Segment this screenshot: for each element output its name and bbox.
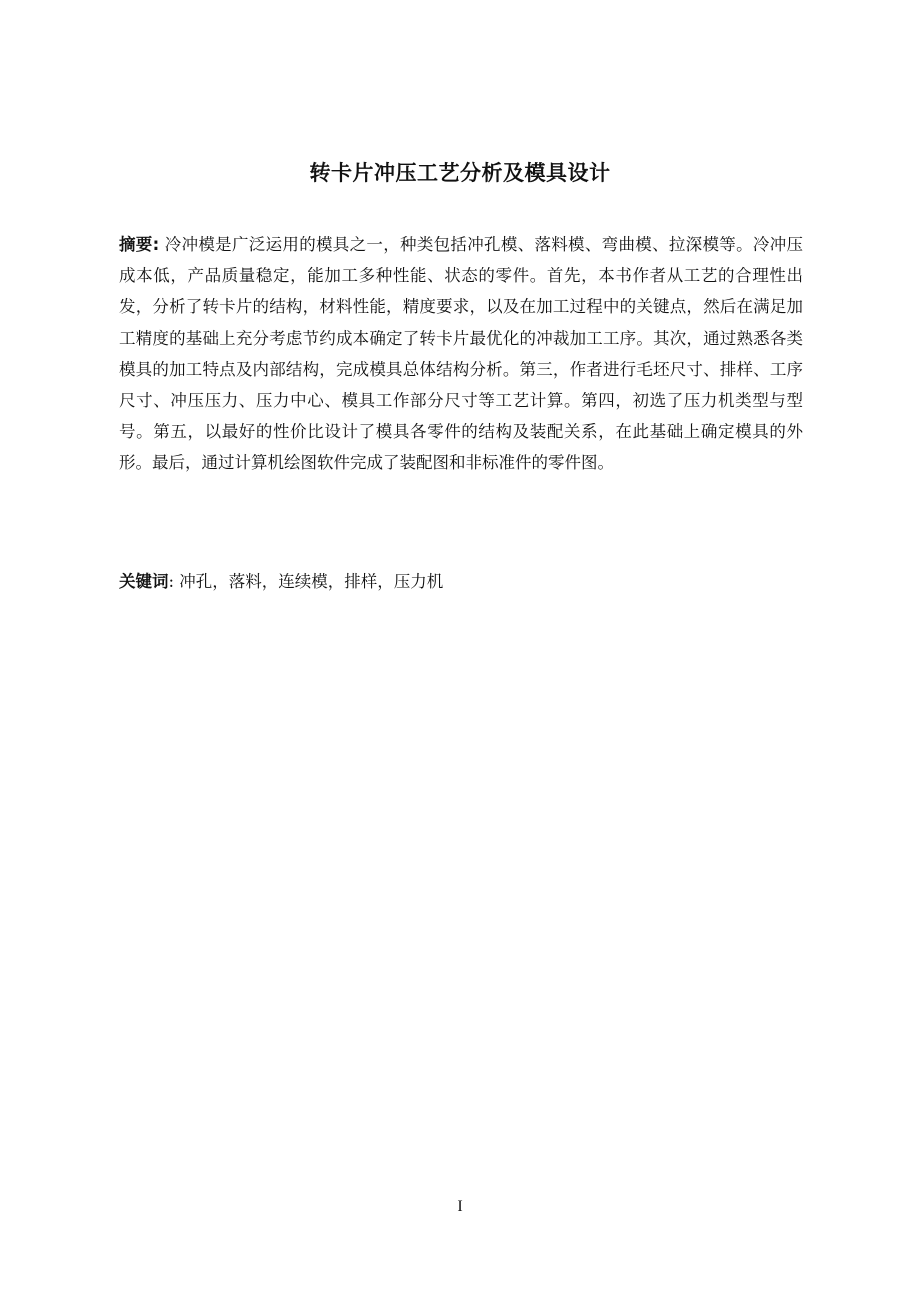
abstract-text: 冷冲模是广泛运用的模具之一，种类包括冲孔模、落料模、弯曲模、拉深模等。冷冲压成本低，产品质量稳定，能加工多种性能、状态的零件。首先，本书作者从工艺的合理性出发，分析了转卡片的结构，材料性能，精度要求，以及在加工过程中的关键点，然后在满足加工精度的基础上充分考虑节约成本确定了转卡片最优化的冲裁加工工序。其次，通过熟悉各类模具的加工特点及内部结构，完成模具总体结构分析。第三，作者进行毛坯尺寸、排样、工序尺寸、冲压压力、压力中心、模具工作部分尺寸等工艺计算。第四，初选了压力机类型与型号。第五，以最好的性价比设计了模具各零件的结构及装配关系，在此基础上确定模具的外形。最后，通过计算机绘图软件完成了装配图和非标准件的零件图。 <box>119 235 803 473</box>
abstract-paragraph <box>119 229 803 479</box>
keywords-label: 关键词 <box>119 572 169 591</box>
keywords-line <box>119 567 803 597</box>
document-title: 转卡片冲压工艺分析及模具设计 <box>309 161 611 185</box>
page-number: I <box>457 1198 463 1215</box>
keywords-text: : 冲孔，落料，连续模，排样，压力机 <box>168 572 444 591</box>
abstract-label: 摘要: <box>119 235 160 254</box>
